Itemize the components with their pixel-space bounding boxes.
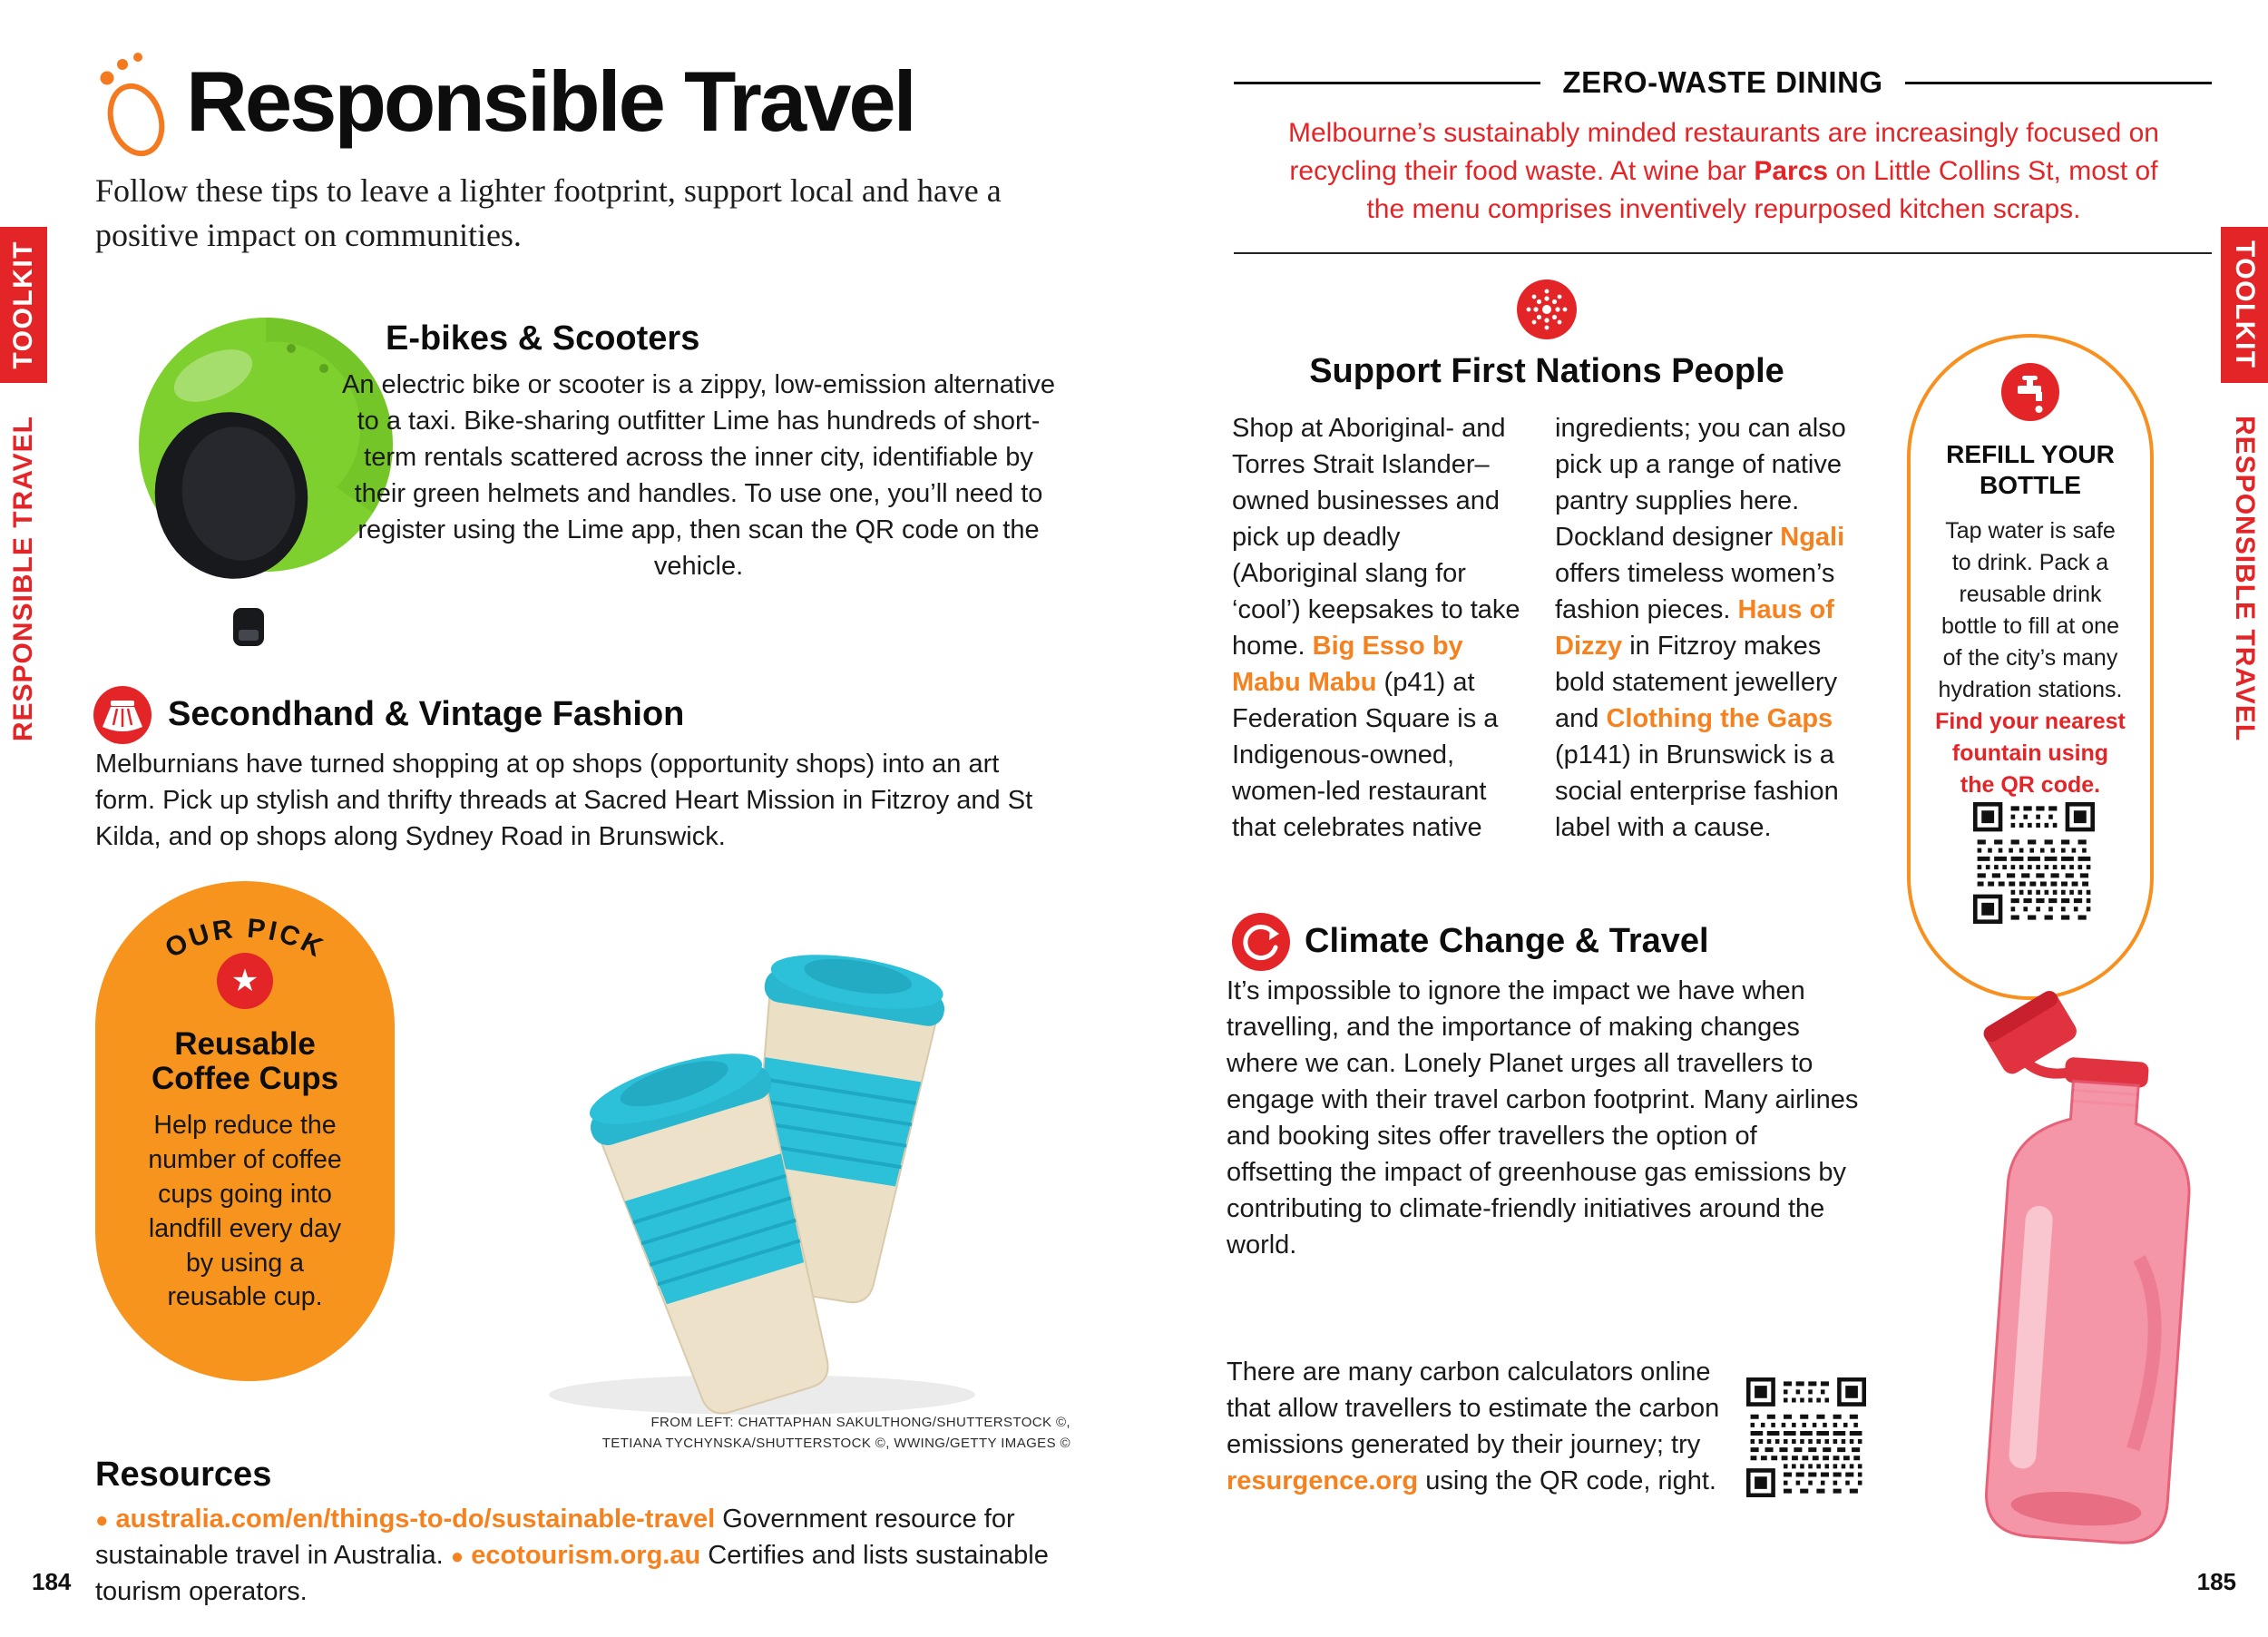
zero-waste-body [1268, 114, 2179, 229]
first-nations-col1 [1232, 410, 1522, 846]
our-pick-label: OUR PICK [160, 913, 330, 965]
carbon-body [1227, 1354, 1735, 1499]
first-nations-columns [1232, 410, 1867, 846]
divider-rule [1234, 252, 2212, 254]
star-badge [217, 953, 273, 1009]
left-section-tab [0, 407, 47, 751]
rule-left [1234, 82, 1540, 84]
resources-text-1: Government resource for sustainable travel in Australia. [95, 1505, 1015, 1571]
carbon-qr-code [1746, 1377, 1866, 1497]
zero-waste-seg2: on Little Collins St, most of the menu comprises inventively repurposed kitchen scraps. [1366, 156, 2158, 224]
left-toolkit-tab [0, 227, 47, 383]
refill-body [1911, 515, 2150, 801]
page-number-left: 184 [32, 1568, 72, 1595]
secondhand-heading: Secondhand & Vintage Fashion [168, 695, 685, 733]
zero-waste-seg1: Melbourne’s sustainably minded restaurants are increasingly focused on recycling their food waste. At wine bar [1288, 118, 2159, 186]
refill-qr-code [1973, 802, 2095, 924]
climate-heading: Climate Change & Travel [1305, 922, 1709, 960]
left-responsible-travel-label: RESPONSIBLE TRAVEL [8, 416, 38, 742]
right-toolkit-tab [2221, 227, 2268, 383]
right-responsible-travel-label: RESPONSIBLE TRAVEL [2230, 416, 2260, 742]
page-title: Responsible Travel [186, 54, 914, 149]
fn-col2-seg3: in Fitzroy makes bold statement jewellery and [1555, 632, 1838, 734]
fn-col2-seg4: (p141) in Brunswick is a social enterprise fashion label with a cause. [1555, 740, 1839, 843]
fn-col1-seg1: Shop at Aboriginal- and Torres Strait Islander–owned businesses and pick up deadly (Aboriginal slang for ‘cool’) keepsakes to take home. [1232, 414, 1520, 662]
fn-col1-seg2: (p41) at Federation Square is a Indigenous-owned, women-led restaurant that celebrates native [1232, 668, 1499, 843]
refill-heading: REFILL YOUR BOTTLE [1946, 440, 2115, 499]
zero-waste-parcs: Parcs [1754, 156, 1829, 186]
resources-body [95, 1501, 1059, 1610]
fn-link-clothing-the-gaps[interactable]: Clothing the Gaps [1606, 704, 1833, 734]
resources-heading: Resources [95, 1456, 272, 1494]
fn-col2-seg1: ingredients; you can also pick up a range of native pantry supplies here. Dockland designer [1555, 414, 1846, 553]
first-nations-heading: Support First Nations People [1309, 352, 1784, 390]
page-intro: Follow these tips to leave a lighter footprint, support local and have a positive impact on communities. [95, 172, 1002, 253]
rule-right [1905, 82, 2212, 84]
fn-link-haus-of-dizzy[interactable]: Haus of Dizzy [1555, 595, 1834, 662]
refill-seg1: Tap water is safe to drink. Pack a reusable drink bottle to fill at one of the city’s many hydration stations. [1938, 518, 2123, 702]
resources-link-australia[interactable]: australia.com/en/things-to-do/sustainable-travel [115, 1505, 716, 1534]
vintage-skirt-icon [93, 686, 152, 744]
carbon-seg2: using the QR code, right. [1418, 1466, 1716, 1496]
right-toolkit-label: TOOLKIT [2230, 240, 2260, 369]
photo-credit [508, 1412, 1070, 1455]
zero-waste-heading: ZERO-WASTE DINING [1562, 65, 1883, 99]
our-pick-heading: Reusable Coffee Cups [151, 1026, 339, 1096]
our-pick-body: Help reduce the number of coffee cups going into landfill every day by using a reusable cup. [148, 1111, 342, 1312]
bullet-icon: ● [450, 1544, 464, 1570]
resources-text-2: Certifies and lists sustainable tourism operators. [95, 1541, 1049, 1607]
photo-credit-line2: TETIANA TYCHYNSKA/SHUTTERSTOCK ©, WWING/GETTY IMAGES © [601, 1436, 1070, 1452]
refill-bottle-card [1907, 334, 2154, 1000]
refill-cta: Find your nearest fountain using the QR code. [1935, 709, 2126, 798]
aboriginal-art-icon [1517, 279, 1577, 339]
ebikes-body: An electric bike or scooter is a zippy, low-emission alternative to a taxi. Bike-sharing outfitter Lime has hundreds of short-term rentals scattered across the inner city, identifiable by their green helmets and handles. To use one, you’ll need to register using the Lime app, then scan the QR code on the vehicle. [341, 370, 1055, 582]
fn-col2-seg2: offers timeless women’s fashion pieces. [1555, 559, 1835, 625]
fn-link-ngali[interactable]: Ngali [1780, 523, 1845, 553]
climate-body: It’s impossible to ignore the impact we have when travelling, and the importance of making changes where we can. Lonely Planet urges all travellers to engage with their travel carbon footprint. Many airlines and booking sites offer travellers the option of offsetting the impact of greenhouse gas emissions by contributing to climate-friendly initiatives around the world. [1227, 976, 1859, 1260]
resources-link-ecotourism[interactable]: ecotourism.org.au [471, 1541, 701, 1571]
footprint-icon [87, 47, 178, 160]
pink-bottle-image [1921, 982, 2230, 1581]
circular-arrows-icon [1232, 913, 1290, 971]
left-toolkit-label: TOOLKIT [8, 240, 38, 369]
fn-link-big-esso[interactable]: Big Esso by Mabu Mabu [1232, 632, 1463, 698]
page-number-right: 185 [2196, 1568, 2236, 1595]
photo-credit-line1: FROM LEFT: CHATTAPHAN SAKULTHONG/SHUTTERSTOCK ©, [650, 1415, 1070, 1430]
secondhand-body: Melburnians have turned shopping at op shops (opportunity shops) into an art form. Pick up stylish and thrifty threads at Sacred Heart Mission in Fitzroy and St Kilda, and op shops along Sydney Road in Brunswick. [95, 750, 1033, 852]
first-nations-col2 [1555, 410, 1860, 846]
star-icon: ★ [230, 964, 259, 998]
bullet-icon: ● [95, 1508, 109, 1533]
carbon-seg1: There are many carbon calculators online that allow travellers to estimate the carbon emissions generated by their journey; try [1227, 1358, 1720, 1460]
right-section-tab [2221, 407, 2268, 751]
tap-icon [2001, 363, 2059, 421]
carbon-link-resurgence[interactable]: resurgence.org [1227, 1466, 1419, 1496]
reusable-cups-image [490, 885, 1034, 1429]
ebikes-heading: E-bikes & Scooters [386, 319, 700, 358]
zero-waste-heading-row [1234, 65, 2212, 100]
